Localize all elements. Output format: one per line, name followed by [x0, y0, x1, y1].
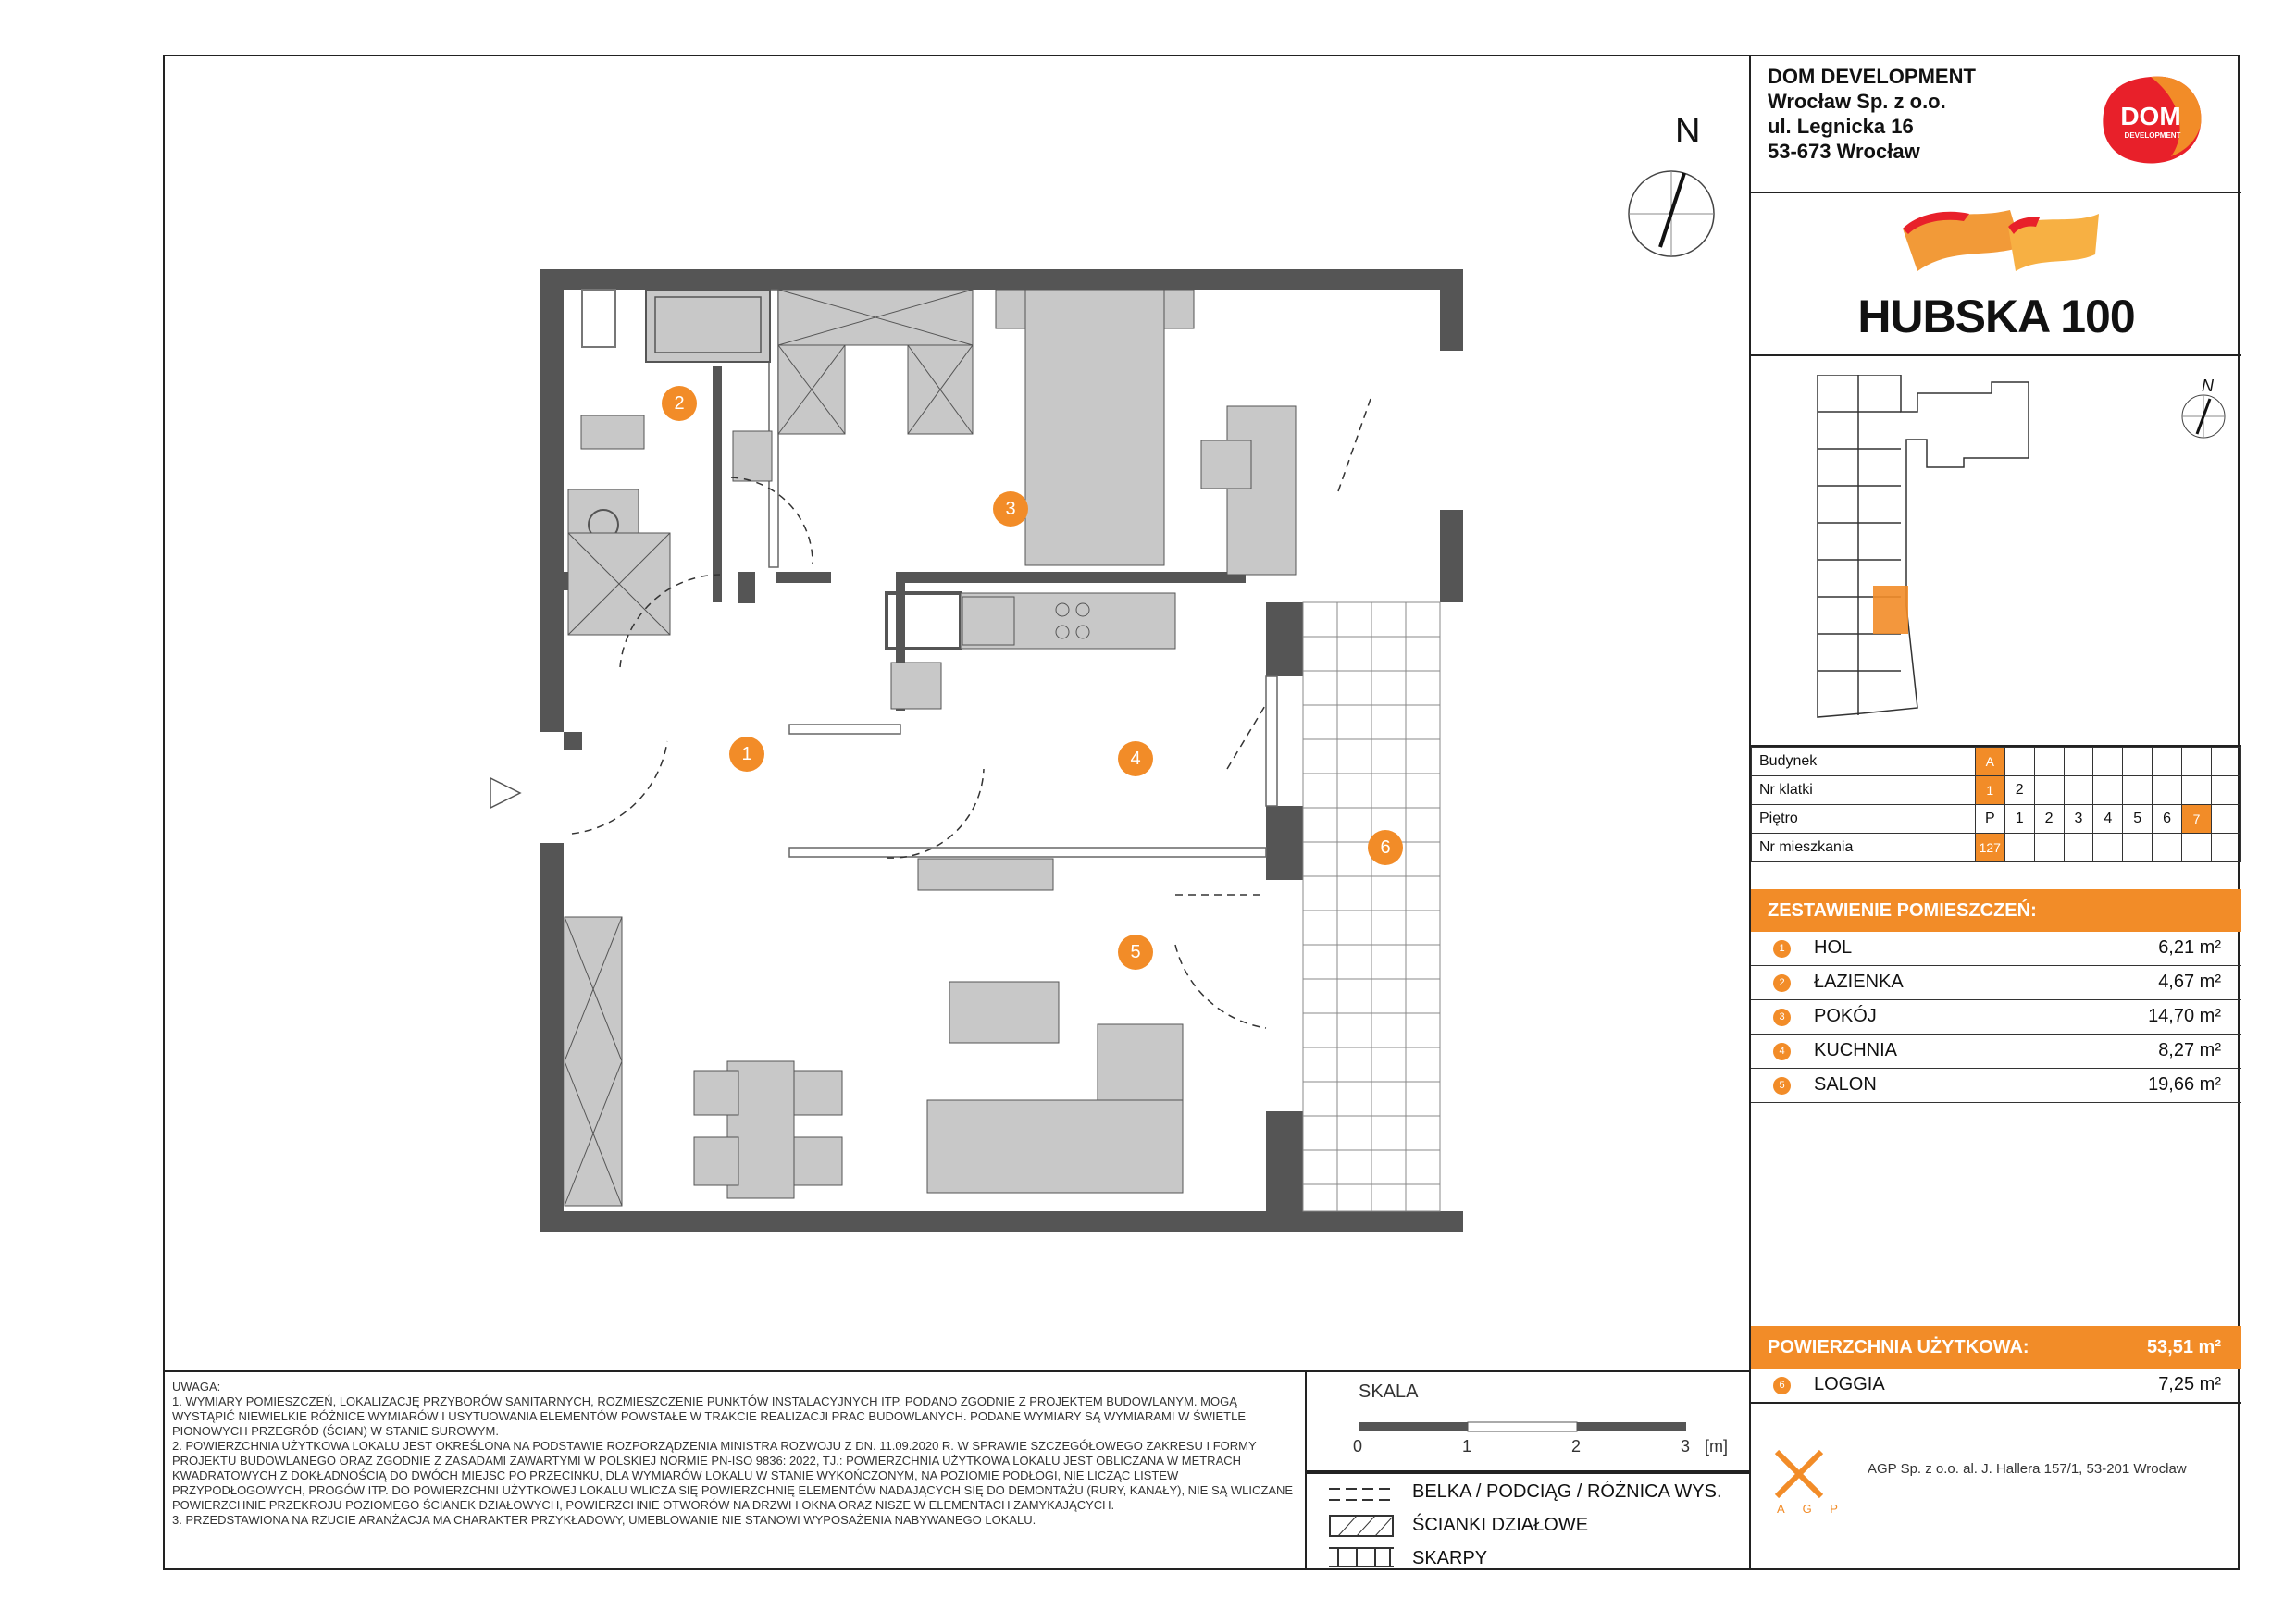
- floor-value-2: 2: [2034, 805, 2064, 834]
- notes-p1: 1. WYMIARY POMIESZCZEŃ, LOKALIZACJĘ PRZYBORÓW SANITARNYCH, ROZMIESZCZENIE PUNKTÓW INSTALACYJNYCH ITP. PODANO ZGODNIE Z PROJEKTEM BUDOWLANYM. MOGĄ WYSTĄPIĆ NIEWIELKIE RÓŻNICE WYMIARÓW I USYTUOWANIA ELEMENTÓW POWSTAŁE W TRAKCIE REALIZACJI PRAC BUDOWLANYCH. PODANE WYMIARY SĄ WYMIARAMI W ŚWIETLE PIONOWYCH PRZEGRÓD (ŚCIAN) W STANIE SUROWYM.: [172, 1394, 1247, 1438]
- keyplan-map: [1816, 375, 2093, 726]
- room-area: 19,66 m²: [2148, 1074, 2221, 1095]
- plan-label-2: 2: [662, 386, 697, 421]
- legend-panel: [1307, 1472, 1749, 1572]
- floor-value-4: 4: [2093, 805, 2123, 834]
- apartment-label: Nr mieszkania: [1752, 834, 1976, 862]
- plan-label-3: 3: [993, 491, 1028, 527]
- company-name: DOM DEVELOPMENT: [1768, 65, 1976, 88]
- dom-development-logo: [2097, 71, 2206, 169]
- scale-tick-0: 0: [1353, 1437, 1363, 1456]
- room-row: [1751, 1069, 2241, 1103]
- room-row: [1751, 1035, 2241, 1069]
- plan-label-4: 4: [1118, 741, 1153, 776]
- room-name: SALON: [1814, 1074, 1877, 1095]
- room-number: 4: [1773, 1043, 1791, 1060]
- project-block: [1751, 193, 2241, 356]
- room-name: KUCHNIA: [1814, 1040, 1898, 1060]
- agp-address: AGP Sp. z o.o. al. J. Hallera 157/1, 53-201 Wrocław: [1868, 1461, 2187, 1477]
- scale-unit: [m]: [1705, 1437, 1728, 1456]
- logo-sub: DEVELOPMENT: [2124, 131, 2181, 140]
- agp-logo-icon: [1773, 1448, 1825, 1500]
- company-line4: 53-673 Wrocław: [1768, 140, 1920, 163]
- entrance-arrow-icon: [490, 778, 520, 808]
- floor-value-5: 5: [2123, 805, 2153, 834]
- room-area: 4,67 m²: [2158, 972, 2221, 992]
- room-row: [1751, 1000, 2241, 1035]
- north-label: N: [1675, 112, 1701, 151]
- scale-title: SKALA: [1359, 1381, 1419, 1402]
- room-number: 3: [1773, 1009, 1791, 1026]
- room-row: [1751, 932, 2241, 966]
- title-block: [1749, 56, 2241, 1570]
- legend-walls: ŚCIANKI DZIAŁOWE: [1412, 1515, 1589, 1535]
- floor-value-p: P: [1975, 805, 2004, 834]
- keyplan-north-label: N: [2202, 377, 2214, 395]
- film-strip-logo: [1899, 201, 2103, 286]
- building-value: A: [1975, 748, 2004, 776]
- reveal-legend-icon: [1329, 1546, 1394, 1568]
- loggia-name: LOGGIA: [1814, 1374, 1885, 1394]
- floor-value-1: 1: [2004, 805, 2034, 834]
- stair-label: Nr klatki: [1752, 776, 1976, 805]
- legend-beam: BELKA / PODCIĄG / RÓŻNICA WYS.: [1412, 1481, 1722, 1502]
- scale-tick-3: 3: [1681, 1437, 1691, 1456]
- notes-p2: 2. POWIERZCHNIA UŻYTKOWA LOKALU JEST OKREŚLONA NA PODSTAWIE ROZPORZĄDZENIA MINISTRA ROZWOJU Z DN. 11.09.2020 R. W SPRAWIE SZCZEGÓŁOWEGO ZAKRESU I FORMY PROJEKTU BUDOWLANEGO ORAZ ZGODNIE Z ZASADAMI ZAWARTYMI W POLSKIEJ NORMIE PN-ISO 9836: 2022, TJ.: POWIERZCHNIA UŻYTKOWA LOKALU JEST OBLICZANA W METRACH KWADRATOWYCH Z DOKŁADNOŚCIĄ DO DWÓCH MIEJSC PO PRZECINKU, DLA WYMIARÓW LOKALU W STANIE WYKOŃCZONYM, NA POZIOMIE PODŁOGI, NIE LICZĄC LISTEW PRZYPODŁOGOWYCH, PROGÓW ITP. DO POWIERZCHNI UŻYTKOWEJ LOKALU WLICZA SIĘ POWIERZCHNIĘ ELEMENTÓW NADAJĄCYCH SIĘ DO DEMONTAŻU (RURY, KANAŁY), NIE SĄ WLICZANE POWIERZCHNIE PRZEKROJU POZIOMEGO ŚCIANEK DZIAŁOWYCH, POWIERZCHNIE OTWORÓW NA DRZWI I OKNA ORAZ NISZE W ELEMENTACH ZAMYKAJĄCYCH.: [172, 1439, 1294, 1512]
- total-area-value: 53,51 m²: [2146, 1337, 2221, 1357]
- keyplan-block: [1751, 356, 2241, 747]
- room-number: 5: [1773, 1077, 1791, 1095]
- total-area-label: POWIERZCHNIA UŻYTKOWA:: [1768, 1337, 2029, 1357]
- room-number: 2: [1773, 974, 1791, 992]
- rooms-list: [1751, 932, 2241, 1103]
- room-area: 8,27 m²: [2158, 1040, 2221, 1060]
- wall-legend-icon: [1329, 1515, 1394, 1537]
- drawing-sheet: [163, 55, 2240, 1570]
- room-row: [1751, 966, 2241, 1000]
- apartment-value: 127: [1975, 834, 2004, 862]
- legend-reveals: SKARPY: [1412, 1548, 1488, 1568]
- plan-label-5: 5: [1118, 935, 1153, 970]
- agp-block: [1751, 1404, 2241, 1570]
- notes-title: UWAGA:: [172, 1380, 221, 1394]
- company-line2: Wrocław Sp. z o.o.: [1768, 90, 1946, 113]
- company-block: [1751, 56, 2241, 193]
- loggia-tiles: [1303, 602, 1440, 1211]
- loggia-area: 7,25 m²: [2158, 1374, 2221, 1394]
- total-area-bar: [1751, 1326, 2241, 1369]
- agp-mark-text: A G P: [1777, 1502, 1845, 1516]
- scale-bar: [1359, 1420, 1692, 1433]
- stair-value-2: 2: [2004, 776, 2034, 805]
- room-name: ŁAZIENKA: [1814, 972, 1904, 992]
- rooms-header: ZESTAWIENIE POMIESZCZEŃ:: [1751, 889, 2241, 932]
- stair-value-1: 1: [1975, 776, 2004, 805]
- scale-panel: [1307, 1370, 1749, 1472]
- plan-area: [165, 56, 1749, 1370]
- keyplan-north-icon: [2180, 393, 2227, 440]
- loggia-row: [1751, 1369, 2241, 1404]
- floor-value-7: 7: [2182, 805, 2212, 834]
- loggia-number: 6: [1773, 1377, 1791, 1394]
- floor-value-6: 6: [2153, 805, 2182, 834]
- floor-value-3: 3: [2064, 805, 2093, 834]
- notes-p3: 3. PRZEDSTAWIONA NA RZUCIE ARANŻACJA MA CHARAKTER PRZYKŁADOWY, UMEBLOWANIE NIE STANOWI WYPOSAŻENIA NABYWANEGO LOKALU.: [172, 1513, 1036, 1527]
- logo-main: DOM: [2120, 102, 2181, 130]
- room-area: 14,70 m²: [2148, 1006, 2221, 1026]
- room-area: 6,21 m²: [2158, 937, 2221, 958]
- room-name: POKÓJ: [1814, 1006, 1877, 1026]
- project-title: HUBSKA 100: [1857, 291, 2135, 342]
- floor-plan: [165, 56, 1749, 1370]
- scale-tick-1: 1: [1462, 1437, 1472, 1456]
- room-number: 1: [1773, 940, 1791, 958]
- floor-label: Piętro: [1752, 805, 1976, 834]
- building-label: Budynek: [1752, 748, 1976, 776]
- company-line3: ul. Legnicka 16: [1768, 115, 1914, 138]
- room-name: HOL: [1814, 937, 1853, 958]
- notes-panel: [165, 1370, 1307, 1570]
- plan-label-6: 6: [1368, 830, 1403, 865]
- beam-legend-icon: [1329, 1485, 1394, 1504]
- apartment-info-table: [1751, 747, 2241, 862]
- scale-tick-2: 2: [1571, 1437, 1582, 1456]
- plan-label-1: 1: [729, 737, 764, 772]
